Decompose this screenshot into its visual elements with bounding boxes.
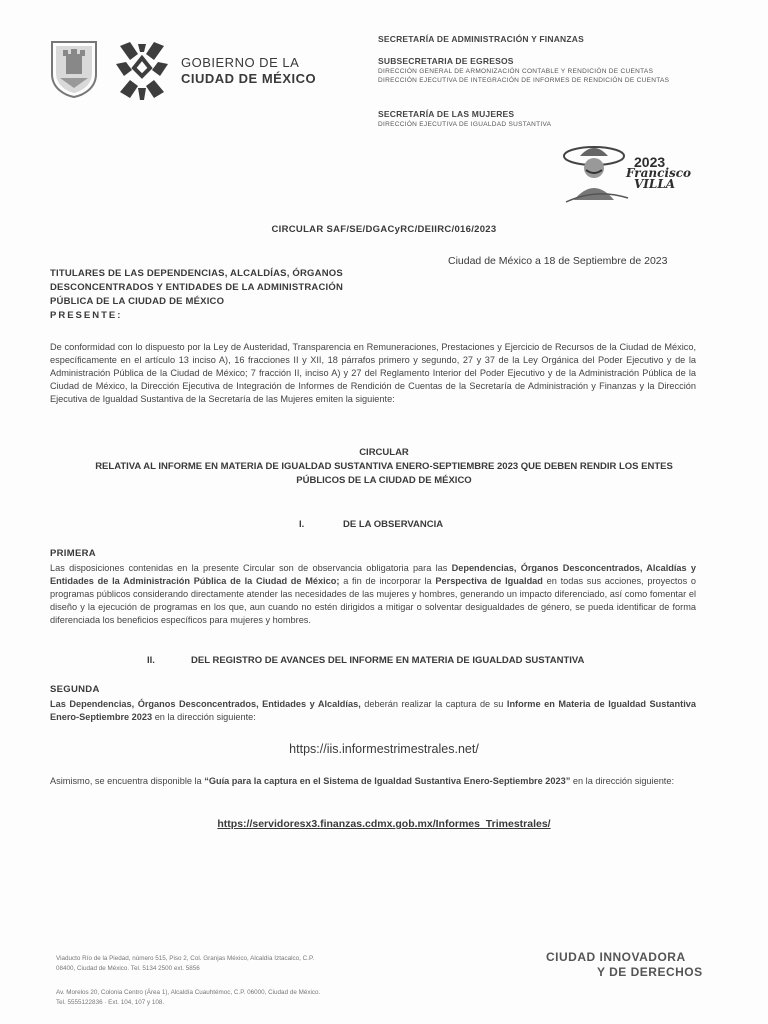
footer-address-1 xyxy=(56,954,386,974)
circular-title-line3: PÚBLICOS DE LA CIUDAD DE MÉXICO xyxy=(296,475,472,486)
dept-block-3 xyxy=(378,108,738,129)
section-number: II. xyxy=(147,655,155,666)
asimismo-paragraph xyxy=(50,775,696,788)
dept-block-2 xyxy=(378,55,738,85)
text: Asimismo, se encuentra disponible la xyxy=(50,776,205,786)
circular-title-line2: RELATIVA AL INFORME EN MATERIA DE IGUALDAD SUSTANTIVA ENERO-SEPTIEMBRE 2023 QUE DEBEN RENDIR LOS ENTES xyxy=(95,461,673,472)
dept-sub: DIRECCIÓN EJECUTIVA DE IGUALDAD SUSTANTIVA xyxy=(378,121,552,128)
gobierno-cdmx-wordmark xyxy=(181,55,316,87)
dept-title: SUBSECRETARIA DE EGRESOS xyxy=(378,56,514,66)
section-number: I. xyxy=(299,519,305,530)
bold-text: Las Dependencias, Órganos Desconcentrados, Entidades y Alcaldías, xyxy=(50,699,361,709)
villa-portrait-icon xyxy=(562,140,632,204)
bold-text: “Guía para la captura en el Sistema de Igualdad Sustantiva Enero-Septiembre 2023” xyxy=(204,776,571,786)
villa-year: 2023 xyxy=(634,154,666,170)
guide-link[interactable] xyxy=(0,818,768,830)
bold-text: Perspectiva de Igualdad xyxy=(435,576,543,586)
villa-name xyxy=(626,168,691,190)
dept-sub: DIRECCIÓN EJECUTIVA DE INTEGRACIÓN DE INFORMES DE RENDICIÓN DE CUENTAS xyxy=(378,77,670,84)
addressee-line: PÚBLICA DE LA CIUDAD DE MÉXICO xyxy=(50,296,225,307)
footer-slogan xyxy=(546,950,703,980)
footer-line: Tel. 5555122836 · Ext. 104, 107 y 108. xyxy=(56,999,165,1006)
gobierno-cdmx-logo-icon xyxy=(114,40,170,102)
segunda-label: SEGUNDA xyxy=(50,684,100,695)
date-line: Ciudad de México a 18 de Septiembre de 2023 xyxy=(448,255,668,267)
addressee-line: TITULARES DE LAS DEPENDENCIAS, ALCALDÍAS, ÓRGANOS xyxy=(50,268,343,279)
guide-link-text[interactable]: https://servidoresx3.finanzas.cdmx.gob.mx/Informes_Trimestrales/ xyxy=(217,818,551,830)
iis-link[interactable] xyxy=(0,742,768,756)
dept-block-1 xyxy=(378,33,738,45)
section-title: DE LA OBSERVANCIA xyxy=(343,519,444,530)
primera-paragraph xyxy=(50,562,696,627)
slogan-line2: Y DE DERECHOS xyxy=(597,965,703,979)
addressee-present: PRESENTE: xyxy=(50,310,123,321)
text: a fin de incorporar la xyxy=(339,576,436,586)
dept-sub: DIRECCIÓN GENERAL DE ARMONIZACIÓN CONTABLE Y RENDICIÓN DE CUENTAS xyxy=(378,68,654,75)
footer-address-2 xyxy=(56,988,386,1008)
segunda-paragraph xyxy=(50,698,696,724)
primera-label: PRIMERA xyxy=(50,548,96,559)
text: en la dirección siguiente: xyxy=(152,712,256,722)
iis-link-text[interactable]: https://iis.informestrimestrales.net/ xyxy=(289,742,479,756)
addressee-line: DESCONCENTRADOS Y ENTIDADES DE LA ADMINISTRACIÓN xyxy=(50,282,344,293)
slogan-line1: CIUDAD INNOVADORA xyxy=(546,950,686,964)
text: en la dirección siguiente: xyxy=(570,776,675,786)
gob-line1: GOBIERNO DE LA xyxy=(181,55,300,70)
circular-title xyxy=(0,446,768,488)
circular-title-line1: CIRCULAR xyxy=(359,447,409,458)
footer-line: Av. Morelos 20, Colonia Centro (Área 1), Alcaldía Cuauhtémoc, C.P. 06000, Ciudad de México. xyxy=(56,989,321,996)
section-title: DEL REGISTRO DE AVANCES DEL INFORME EN MATERIA DE IGUALDAD SUSTANTIVA xyxy=(191,655,585,666)
text: Las disposiciones contenidas en la presente Circular son de observancia obligatoria para las xyxy=(50,563,452,573)
footer-line: Viaducto Río de la Piedad, número 515, Piso 2, Col. Granjas México, Alcaldía Iztacalco, C.P. xyxy=(56,955,315,962)
text: en todas sus acciones, proyectos o programas públicos considerando directamente atender las necesidades de las mujeres y hombres, generando un impacto diferenciado, así como fomentar el diseño y la ejecución de programas en los que, aun cuando no estén dirigidos a mitigar o solventar desigualdades de género, se pueda identificar de forma diferenciada los beneficios específicos para mujeres y hombres. xyxy=(50,576,696,625)
bold-text: Dependencias, Órganos Desconcentrados, Alcaldías y Entidades de la Administración Pública de la Ciudad de México; xyxy=(50,563,696,586)
gob-line2: CIUDAD DE MÉXICO xyxy=(181,71,317,86)
addressee-block xyxy=(50,267,343,323)
francisco-villa-2023-emblem xyxy=(562,140,692,204)
text: deberán realizar la captura de su xyxy=(360,699,507,709)
dept-title: SECRETARÍA DE LAS MUJERES xyxy=(378,109,515,119)
villa-name-2: VILLA xyxy=(634,177,676,191)
dept-title: SECRETARÍA DE ADMINISTRACIÓN Y FINANZAS xyxy=(378,34,584,44)
villa-name-1: Francisco xyxy=(626,166,692,180)
circular-reference: CIRCULAR SAF/SE/DGACyRC/DEIIRC/016/2023 xyxy=(271,224,497,235)
bold-text: Informe en Materia de Igualdad Sustantiva Enero-Septiembre 2023 xyxy=(50,699,696,722)
cdmx-coat-of-arms-icon xyxy=(50,40,98,98)
footer-line: 08400, Ciudad de México. Tel. 5134 2500 ext. 5856 xyxy=(56,965,200,972)
intro-paragraph: De conformidad con lo dispuesto por la Ley de Austeridad, Transparencia en Remuneraciones, Prestaciones y Ejercicio de Recursos de la Ciudad de México, específicamente en el artículo 13 inciso A), 16 fracciones II y XII, 18 párrafos primero y segundo, 27 y 37 de la Ley Orgánica del Poder Ejecutivo y de la Administración Pública de la Ciudad de México; 7 fracción II, inciso A) y 27 del Reglamento Interior del Poder Ejecutivo y de la Administración Pública de la Ciudad de México, la Dirección Ejecutiva de Integración de Informes de Rendición de Cuentas de la Secretaría de Administración y Finanzas y la Dirección Ejecutiva de Igualdad Sustantiva de la Secretaría de las Mujeres emiten la siguiente: xyxy=(50,342,696,404)
